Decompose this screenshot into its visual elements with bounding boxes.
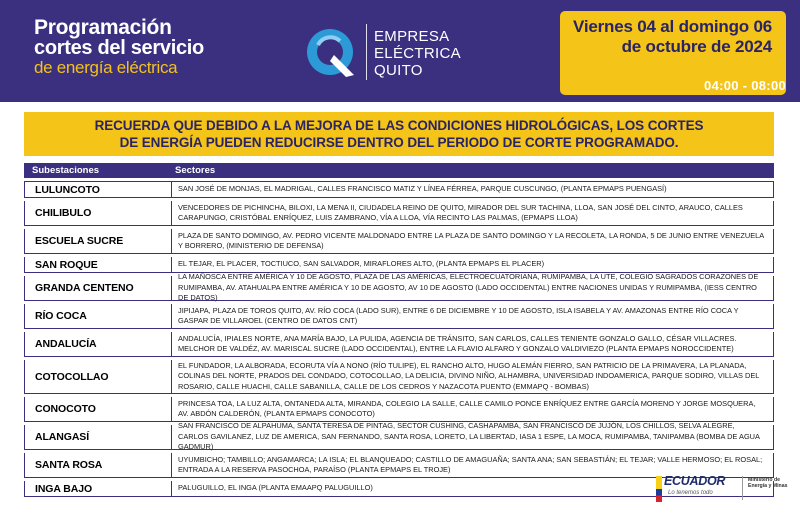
- substation-name: LULUNCOTO: [25, 182, 172, 197]
- sectors-list: EL TEJAR, EL PLACER, TOCTIUCO, SAN SALVADOR, MIRAFLORES ALTO, (PLANTA EPMAPS EL PLACER): [178, 259, 545, 269]
- time-range: 04:00 - 08:00: [704, 78, 786, 93]
- substation-name: INGA BAJO: [25, 481, 172, 496]
- substation-name: GRANDA CENTENO: [25, 276, 172, 300]
- table-header: [24, 163, 774, 178]
- sectors-list: ANDALUCÍA, IPIALES NORTE, ANA MARÍA BAJO, LA PULIDA, AGENCIA DE TRÁNSITO, SAN CARLOS, CALLES TENIENTE GONZALO GALLO, CÉSAR VILLACRES. MELCHOR DE VALDÉZ, AV. MARISCAL SUCRE (LADO OCCIDENTAL), ENTRE LA FLAVIO ALFARO Y GONZALO VALDIVIEZO (PLANTA EPMAPS NOROCCIDENTE): [178, 333, 737, 353]
- table-row: [24, 397, 774, 422]
- company-line-3: QUITO: [374, 62, 423, 79]
- table-body: [24, 181, 774, 497]
- column-header-substations: Subestaciones: [32, 165, 100, 176]
- sectors-list: UYUMBICHO; TAMBILLO; ANGAMARCA; LA ISLA; EL BLANQUEADO; CASTILLO DE AMAGUAÑA; SANTA ANA; SAN SEBASTIÁN; EL TEJAR; VALLE HERMOSO; EL ROSAL; ENTRADA A LA RESERVA PASOCHOA, PARAÍSO (PLANTA EPMAPS EL TROJE): [178, 454, 763, 474]
- sectors-list: PALUGUILLO, EL INGA (PLANTA EMAAPQ PALUGUILLO): [178, 483, 373, 493]
- ecuador-flag-icon: [656, 476, 662, 502]
- substation-name: SANTA ROSA: [25, 453, 172, 477]
- sectors-list: PRINCESA TOA, LA LUZ ALTA, ONTANEDA ALTA, MIRANDA, COLEGIO LA SALLE, CALLE CAMILO PONCE ENRÍQUEZ ENTRE GARCÍA MORENO Y JORGE MOSQUERA, AV. ABDÓN CALDERÓN, (PLANTA EPMAPS CONOCOTO): [178, 398, 756, 418]
- ministry-line-2: Energía y Minas: [748, 483, 788, 490]
- government-logo: [656, 474, 788, 504]
- sectors-list: JIPIJAPA, PLAZA DE TOROS QUITO, AV. RÍO COCA (LADO SUR), ENTRE 6 DE DICIEMBRE Y 10 DE AGOSTO, ISLA ISABELA Y AV. AMAZONAS ENTRE RÍO COCA Y GASPAR DE VILLAROEL (CENTRO DE DATOS CNT): [178, 305, 739, 325]
- table-row: [24, 272, 774, 303]
- substation-name: ANDALUCÍA: [25, 332, 172, 356]
- company-line-2: ELÉCTRICA: [374, 45, 461, 62]
- sectors-list: VENCEDORES DE PICHINCHA, BILOXI, LA MENA II, CIUDADELA REINO DE QUITO, MIRADOR DEL SUR TACHINA, LLOA, SAN JOSÉ DEL CINTO, ARAUCO, CALLES CARAPUNGO, CRISTÓBAL ENRÍQUEZ, LUIS ZAMBRANO, VÍA A LLOA, VÍA RECINTO LAS PALMAS, (EPMAPS LLOA): [178, 202, 743, 222]
- banner-line-2: DE ENERGÍA PUEDEN REDUCIRSE DENTRO DEL PERIODO DE CORTE PROGRAMADO.: [119, 135, 679, 150]
- company-name: [374, 28, 461, 79]
- date-line-2: de octubre de 2024: [621, 37, 772, 56]
- date-line-1: Viernes 04 al domingo 06: [573, 17, 772, 36]
- title-line-1: Programación: [34, 16, 172, 39]
- table-row: [24, 181, 774, 198]
- outage-table: [24, 163, 774, 500]
- title-line-2: cortes del servicio: [34, 37, 204, 59]
- ministry-line-1: Ministerio de: [748, 477, 780, 483]
- table-row: [24, 360, 774, 394]
- gov-brand: ECUADOR: [664, 474, 726, 488]
- ministry-divider: [742, 476, 743, 500]
- table-row: [24, 304, 774, 329]
- table-row: [24, 421, 774, 452]
- title-line-3: de energía eléctrica: [34, 58, 178, 77]
- notice-banner: [24, 112, 774, 156]
- header-bar: [0, 0, 800, 102]
- sectors-list: SAN FRANCISCO DE ALPAHUMA, SANTA TERESA DE PINTAG, SECTOR CUSHING, CASHAPAMBA, SAN FRANCISCO DE JUJÓN, LOS CHILLOS, SELVA ALEGRE, CARLOS GAVILANEZ, LUZ DE AMERICA, SAN FERNANDO, SANTA ROSA, LORETO, LA LIBERTAD, IASA 1 ESPE, LA MOCA, RUMIPAMBA, TANIPAMBA (BOMBA DE AGUA GADMUR): [178, 421, 760, 452]
- substation-name: CONOCOTO: [25, 397, 172, 421]
- substation-name: COTOCOLLAO: [25, 360, 172, 393]
- eeq-logo-icon: [304, 25, 360, 81]
- header-title: [34, 18, 204, 78]
- logo-divider: [366, 24, 367, 80]
- substation-name: RÍO COCA: [25, 304, 172, 328]
- gov-slogan: Lo tenemos todo: [668, 490, 713, 496]
- table-row: [24, 229, 774, 254]
- table-row: [24, 332, 774, 357]
- sectors-list: PLAZA DE SANTO DOMINGO, AV. PEDRO VICENTE MALDONADO ENTRE LA PLAZA DE SANTO DOMINGO Y LA RECOLETA, LA RONDA, 5 DE JUNIO ENTRE VENEZUELA Y BORRERO, (MINISTERIO DE DEFENSA): [178, 230, 764, 250]
- banner-line-1: RECUERDA QUE DEBIDO A LA MEJORA DE LAS CONDICIONES HIDROLÓGICAS, LOS CORTES: [94, 118, 704, 133]
- substation-name: ESCUELA SUCRE: [25, 229, 172, 253]
- substation-name: ALANGASÍ: [25, 425, 172, 449]
- sectors-list: EL FUNDADOR, LA ALBORADA, ECORUTA VÍA A NONO (RÍO TULIPE), EL RANCHO ALTO, HUGO ALEMÁN FIERRO, SAN PATRICIO DE LA PRIMAVERA, LA PLANADA, COLINAS DEL NORTE, PRADOS DEL CONDADO, COTOCOLLAO, LA DELICIA, DIVINO NIÑO, ALHAMBRA, UNIVERSIDAD INDOAMERICA, PARQUE SODIRO, VILLAS DEL ROSARIO, CALLE HUACHI, CALLE SABANILLA, CALLE DE LOS CEDROS Y NAZACOTA PUENTO (EMMAPQ - BOMBAS): [178, 360, 760, 391]
- substation-name: SAN ROQUE: [25, 257, 172, 272]
- table-row: [24, 201, 774, 226]
- table-row: [24, 257, 774, 273]
- sectors-list: SAN JOSÉ DE MONJAS, EL MADRIGAL, CALLES FRANCISCO MATIZ Y LÍNEA FÉRREA, PARQUE CUSCUNGO, (PLANTA EPMAPS PUENGASÍ): [178, 184, 667, 194]
- sectors-list: LA MAÑOSCA ENTRE AMÉRICA Y 10 DE AGOSTO, PLAZA DE LAS AMÉRICAS, ELECTROECUATORIANA, RUMIPAMBA, LA UTE, COLEGIO SAGRADOS CORAZONES DE RUMIPAMBA, AV. ATAHUALPA ENTRE AMÉRICA Y 10 DE AGOSTO, AV 10 DE AGOSTO (LADO OCCIDENTAL) ENTRE NACIONES UNIDAS Y RUMIPAMBA, (IESS CENTRO DE DATOS): [178, 272, 759, 303]
- substation-name: CHILIBULO: [25, 201, 172, 225]
- company-line-1: EMPRESA: [374, 28, 450, 45]
- column-header-sectors: Sectores: [175, 165, 216, 176]
- ministry-name: [748, 477, 788, 490]
